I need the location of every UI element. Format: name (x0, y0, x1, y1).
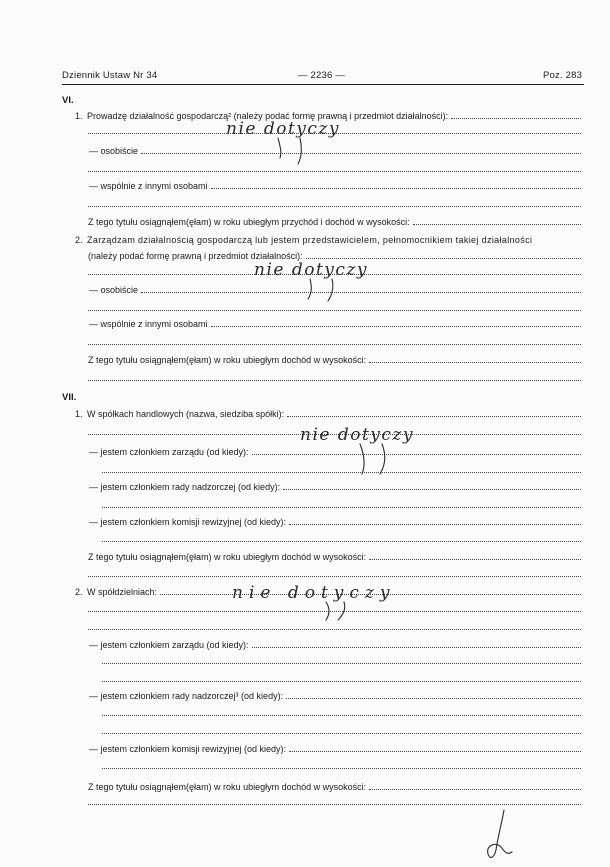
page-number: — 2236 — (298, 70, 346, 81)
s6-osobiscie2-fill[interactable] (141, 284, 581, 293)
s7-zarzad2-fill[interactable] (252, 639, 581, 648)
s7-zarzad-label: — jestem członkiem zarządu (od kiedy): (89, 447, 249, 457)
header-rule (62, 84, 584, 85)
s7-rada-label: — jestem członkiem rady nadzorczej (od kiedy): (89, 482, 281, 492)
s7-income1 (88, 551, 581, 562)
s7-komisja (89, 516, 581, 527)
handwriting-stroke-3 (360, 444, 385, 474)
s6-income1-fill[interactable] (413, 216, 581, 225)
s7-zarzad2 (89, 639, 581, 650)
handwriting-entry-2 (250, 255, 368, 305)
s6-income1 (88, 216, 581, 227)
s7-komisja-label: — jestem członkiem komisji rewizyjnej (od kiedy): (89, 517, 287, 527)
s7-zarzad2-blank-line-1[interactable] (102, 663, 581, 664)
s7-item2-number: 2. (75, 587, 83, 597)
s7-item2-blank-line-2[interactable] (88, 629, 581, 630)
handwriting-entry-4 (226, 574, 396, 624)
s6-osobiscie-blank-line[interactable] (88, 171, 581, 172)
handwriting-entry-1 (222, 112, 340, 167)
s7-rada2-blank-line-1[interactable] (102, 715, 581, 716)
s7-komisja2-blank-line[interactable] (102, 768, 581, 769)
s6-item1-number: 1. (75, 111, 83, 121)
s6-wspolnie2-fill[interactable] (211, 318, 581, 327)
s6-income2-blank-line[interactable] (88, 380, 581, 381)
s6-item2-number: 2. (75, 235, 83, 245)
s7-komisja2 (89, 743, 581, 754)
s7-rada-blank-line[interactable] (102, 507, 581, 508)
s6-wspolnie2-blank-line[interactable] (88, 344, 581, 345)
s7-komisja2-label: — jestem członkiem komisji rewizyjnej (od kiedy): (89, 744, 287, 754)
s7-rada2-label: — jestem członkiem rady nadzorczej³ (od kiedy): (89, 691, 284, 701)
s6-item1-fill[interactable] (451, 110, 581, 119)
s6-wspolnie2 (89, 318, 581, 329)
s7-item1-fill[interactable] (287, 408, 581, 417)
position-number: Poz. 283 (543, 70, 583, 81)
s7-item2-label: W spółdzielniach: (87, 587, 158, 597)
s7-komisja-fill[interactable] (289, 516, 581, 525)
s7-income2-blank-line[interactable] (88, 804, 581, 805)
s7-zarzad2-blank-line-2[interactable] (102, 681, 581, 682)
s6-osobiscie (89, 145, 581, 156)
s6-wspolnie2-label: — wspólnie z innymi osobami (89, 319, 208, 329)
s6-income2-fill[interactable] (369, 354, 581, 363)
handwriting-text-2: nie dotyczy (254, 260, 368, 280)
signature-stroke (488, 810, 512, 857)
s6-income1-label: Z tego tytułu osiągnąłem(ęłam) w roku ubiegłym przychód i dochód w wysokości: (88, 217, 410, 227)
journal-title: Dziennik Ustaw Nr 34 (62, 70, 158, 81)
s7-income1-fill[interactable] (369, 551, 581, 560)
s7-item1-label: W spółkach handlowych (nazwa, siedziba spółki): (87, 409, 285, 419)
s6-osobiscie-label: — osobiście (89, 146, 139, 156)
s7-income2 (88, 781, 581, 792)
signature-initials (482, 806, 522, 864)
handwriting-stroke-1 (278, 138, 301, 164)
handwriting-text-4: nie dotyczy (232, 583, 396, 603)
s7-item1-number: 1. (75, 409, 83, 419)
s6-income2-label: Z tego tytułu osiągnąłem(ęłam) w roku ubiegłym dochód w wysokości: (88, 355, 367, 365)
handwriting-text-3: nie dotyczy (300, 425, 414, 445)
section-6-title: VI. (62, 95, 74, 106)
handwriting-entry-3 (296, 418, 414, 478)
s6-wspolnie-label: — wspólnie z innymi osobami (89, 181, 208, 191)
handwriting-stroke-2 (308, 279, 333, 301)
s6-wspolnie-fill[interactable] (211, 180, 581, 189)
s7-income2-fill[interactable] (369, 781, 581, 790)
s6-wspolnie-blank-line[interactable] (88, 206, 581, 207)
s7-rada2-blank-line-2[interactable] (102, 733, 581, 734)
s7-rada (89, 481, 581, 492)
s7-komisja2-fill[interactable] (289, 743, 581, 752)
s6-item2-label-1: Zarządzam działalnością gospodarczą lub jestem przedstawicielem, pełnomocnikiem takiej działalności (87, 235, 533, 245)
s6-osobiscie2-label: — osobiście (89, 285, 139, 295)
s7-zarzad2-label: — jestem członkiem zarządu (od kiedy): (89, 640, 249, 650)
handwriting-text-1: nie dotyczy (226, 119, 340, 139)
s6-osobiscie-fill[interactable] (141, 145, 581, 154)
s6-wspolnie (89, 180, 581, 191)
handwriting-stroke-4 (326, 602, 345, 620)
s7-income1-label: Z tego tytułu osiągnąłem(ęłam) w roku ubiegłym dochód w wysokości: (88, 552, 367, 562)
s6-item1-label: Prowadzę działalność gospodarczą² (należy podać formę prawną i przedmiot działalności): (87, 111, 449, 121)
s6-item2-label-2: (należy podać formę prawną i przedmiot działalności): (88, 251, 303, 261)
s7-komisja-blank-line[interactable] (102, 541, 581, 542)
s6-item2 (75, 235, 581, 245)
s7-income2-label: Z tego tytułu osiągnąłem(ęłam) w roku ubiegłym dochód w wysokości: (88, 782, 367, 792)
s7-rada-fill[interactable] (283, 481, 581, 490)
section-7-title: VII. (62, 392, 77, 403)
s6-income2 (88, 354, 581, 365)
s7-rada2-fill[interactable] (286, 690, 581, 699)
s7-rada2 (89, 690, 581, 701)
s6-osobiscie2-blank-line[interactable] (88, 310, 581, 311)
